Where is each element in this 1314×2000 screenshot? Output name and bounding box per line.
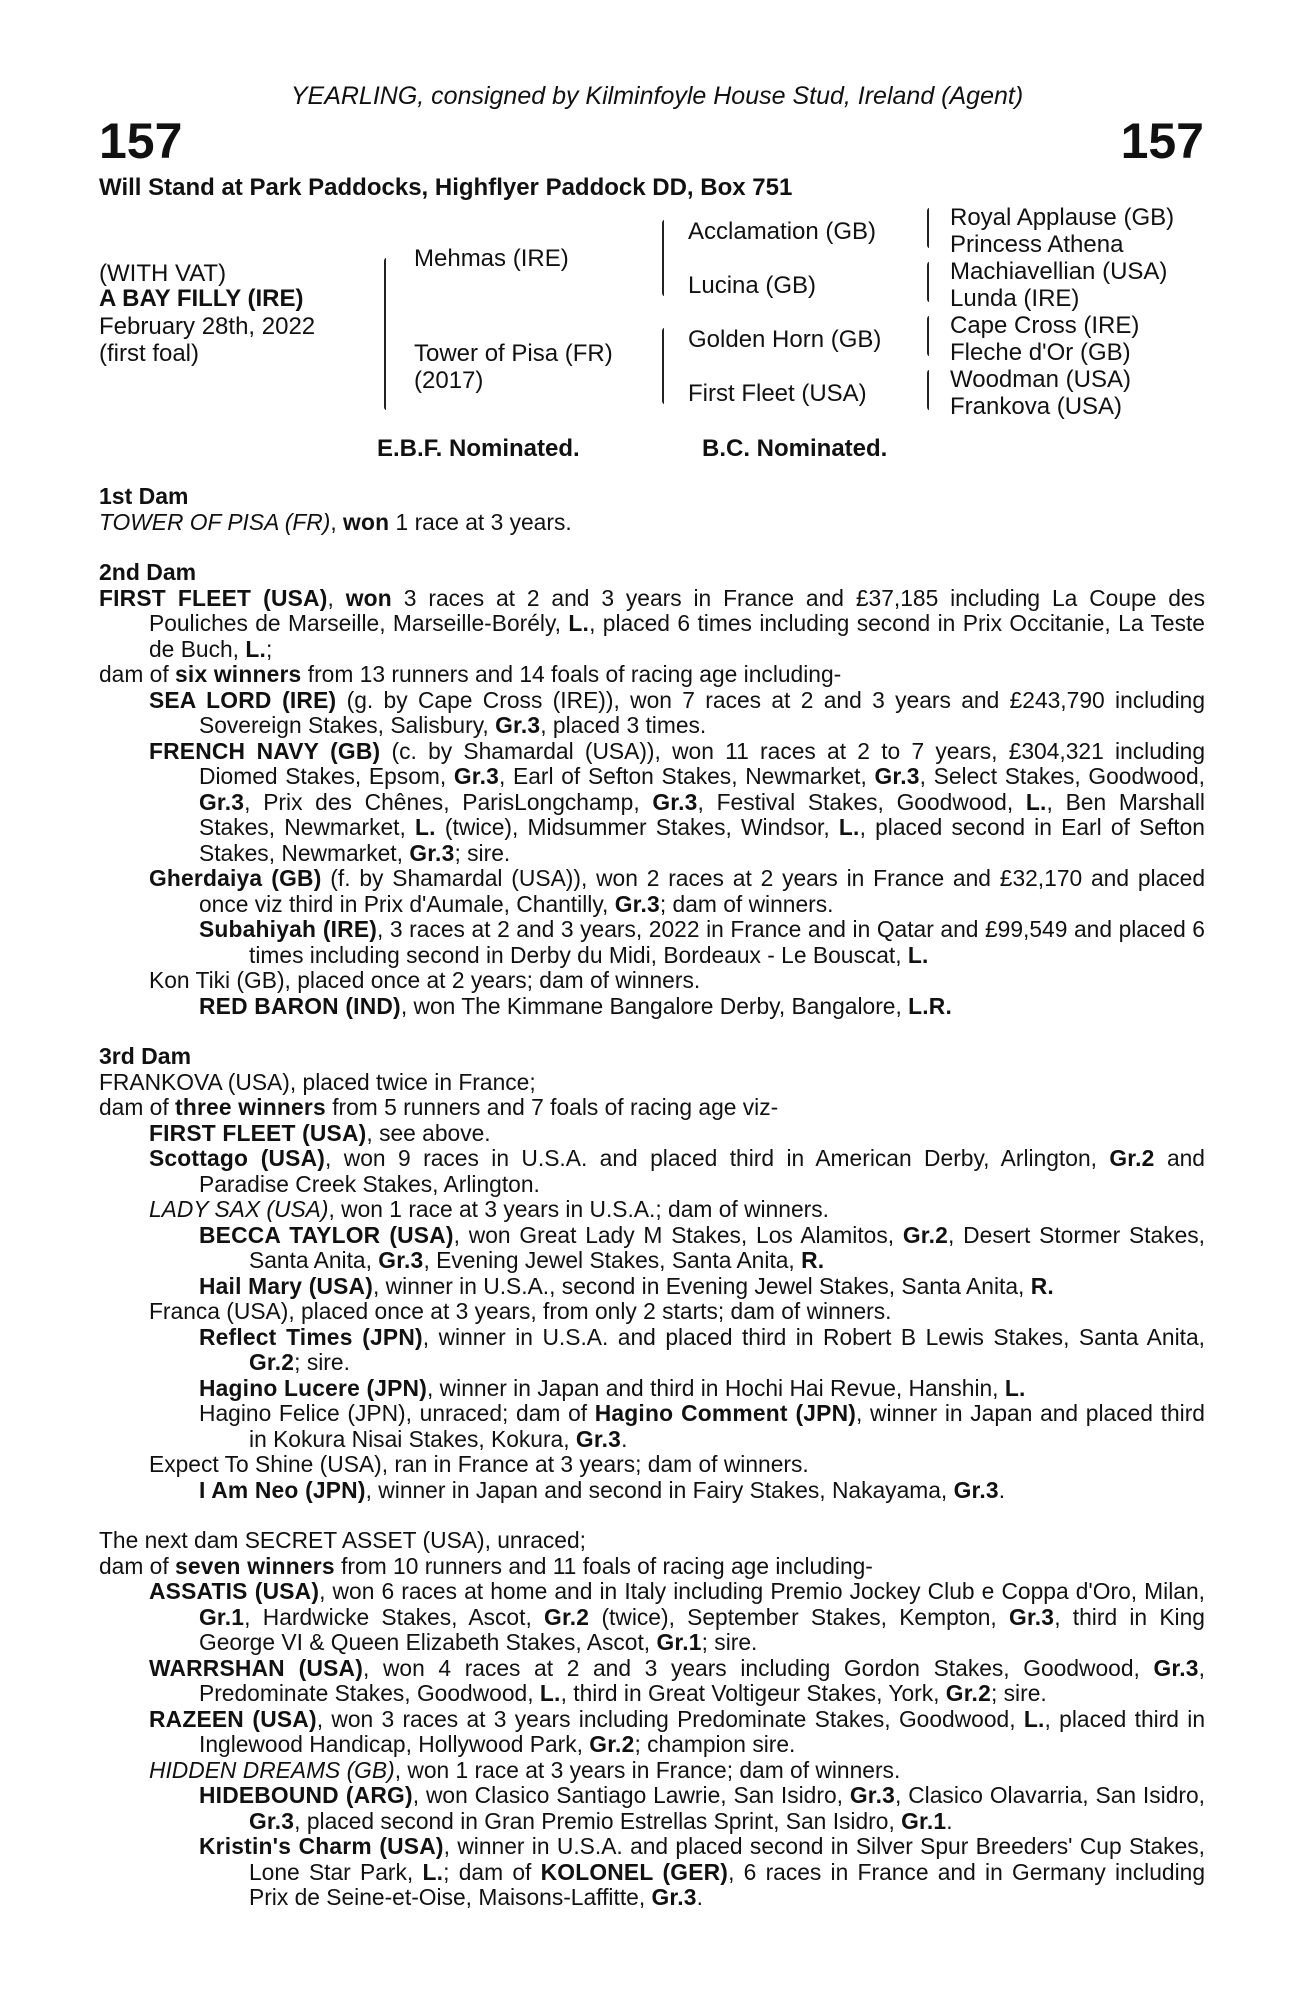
- second-dam-entry: FIRST FLEET (USA), won 3 races at 2 and 3 years in France and £37,185 including La Coupe des Pouliches de Marseille, Marseille-Borély, L., placed 6 times including second in Prix Occitanie, La Teste de Buch, L.;: [99, 584, 1206, 662]
- pedigree-brace-g1: [927, 208, 929, 248]
- produce-reflect-times: Reflect Times (JPN), winner in U.S.A. and placed third in Robert B Lewis Stakes, Santa Anita, Gr.2; sire.: [199, 1323, 1205, 1375]
- pedigree-brace-main: [384, 258, 386, 410]
- produce-hagino-felice: Hagino Felice (JPN), unraced; dam of Hagino Comment (JPN), winner in Japan and placed third in Kokura Nisai Stakes, Kokura, Gr.3.: [199, 1400, 1205, 1452]
- grandparent-6: Fleche d'Or (GB): [950, 339, 1131, 366]
- first-foal-note: (first foal): [99, 340, 200, 367]
- third-dam-heading: 3rd Dam: [99, 1043, 192, 1069]
- foaling-date: February 28th, 2022: [99, 313, 316, 340]
- dam-year: (2017): [414, 367, 484, 394]
- produce-razeen: RAZEEN (USA), won 3 races at 3 years including Predominate Stakes, Goodwood, L., placed third in Inglewood Handicap, Hollywood Park, Gr.2; champion sire.: [149, 1705, 1205, 1757]
- produce-becca-taylor: BECCA TAYLOR (USA), won Great Lady M Stakes, Los Alamitos, Gr.2, Desert Stormer Stakes, Santa Anita, Gr.3, Evening Jewel Stakes, Santa Anita, R.: [199, 1221, 1205, 1273]
- grandparent-5: Cape Cross (IRE): [950, 312, 1140, 339]
- first-dam-heading: 1st Dam: [99, 483, 189, 509]
- sire-dam: Lucina (GB): [688, 272, 817, 299]
- produce-expect-to-shine: Expect To Shine (USA), ran in France at 3 years; dam of winners.: [149, 1451, 809, 1477]
- produce-hail-mary: Hail Mary (USA), winner in U.S.A., second in Evening Jewel Stakes, Santa Anita, R.: [199, 1272, 1054, 1299]
- grandparent-3: Machiavellian (USA): [950, 258, 1168, 285]
- produce-i-am-neo: I Am Neo (JPN), winner in Japan and second in Fairy Stakes, Nakayama, Gr.3.: [199, 1476, 1006, 1503]
- dam-dam: First Fleet (USA): [688, 380, 867, 407]
- bc-nomination: B.C. Nominated.: [702, 435, 888, 462]
- produce-scottago: Scottago (USA), won 9 races in U.S.A. and placed third in American Derby, Arlington, Gr.2 and Paradise Creek Stakes, Arlington.: [149, 1145, 1205, 1197]
- lot-number-right: 157: [1120, 113, 1204, 169]
- grandparent-1: Royal Applause (GB): [950, 204, 1175, 231]
- dam-sire: Golden Horn (GB): [688, 326, 882, 353]
- pedigree-brace-dam: [662, 328, 664, 404]
- dam: Tower of Pisa (FR): [414, 340, 613, 367]
- produce-hidebound: HIDEBOUND (ARG), won Clasico Santiago Lawrie, San Isidro, Gr.3, Clasico Olavarria, San Isidro, Gr.3, placed second in Gran Premio Estrellas Sprint, San Isidro, Gr.1.: [199, 1782, 1205, 1834]
- lot-number-left: 157: [99, 113, 183, 169]
- produce-kristins-charm: Kristin's Charm (USA), winner in U.S.A. and placed second in Silver Spur Breeders' Cup Stakes, Lone Star Park, L.; dam of KOLONEL (GER), 6 races in France and in Germany including Prix de Seine-et-Oise, Maisons-Laffitte, Gr.3.: [199, 1833, 1205, 1910]
- pedigree-brace-sire: [662, 220, 664, 296]
- grandparent-8: Frankova (USA): [950, 393, 1123, 420]
- pedigree-brace-g2: [927, 262, 929, 302]
- next-dam-entry: The next dam SECRET ASSET (USA), unraced;: [99, 1527, 586, 1553]
- produce-red-baron: RED BARON (IND), won The Kimmane Bangalore Derby, Bangalore, L.R.: [199, 992, 952, 1019]
- pedigree-brace-g3: [927, 316, 929, 356]
- produce-first-fleet: FIRST FLEET (USA), see above.: [149, 1119, 491, 1146]
- catalogue-header: YEARLING, consigned by Kilminfoyle House Stud, Ireland (Agent): [290, 82, 1024, 110]
- next-dam-produce-summary: dam of seven winners from 10 runners and 11 foals of racing age including-: [99, 1552, 873, 1579]
- vat-note: (WITH VAT): [99, 260, 227, 287]
- produce-french-navy: FRENCH NAVY (GB) (c. by Shamardal (USA)), won 11 races at 2 to 7 years, £304,321 including Diomed Stakes, Epsom, Gr.3, Earl of Sefton Stakes, Newmarket, Gr.3, Select Stakes, Goodwood, Gr.3, Prix des Chênes, ParisLongchamp, Gr.3, Festival Stakes, Goodwood, L., Ben Marshall Stakes, Newmarket, L. (twice), Midsummer Stakes, Windsor, L., placed second in Earl of Sefton Stakes, Newmarket, Gr.3; sire.: [149, 737, 1206, 866]
- ebf-nomination: E.B.F. Nominated.: [377, 435, 580, 462]
- grandparent-4: Lunda (IRE): [950, 285, 1080, 312]
- horse-name: A BAY FILLY (IRE): [99, 285, 304, 312]
- stabling-location: Will Stand at Park Paddocks, Highflyer Paddock DD, Box 751: [99, 174, 793, 201]
- produce-kon-tiki: Kon Tiki (GB), placed once at 2 years; dam of winners.: [149, 967, 701, 993]
- produce-subahiyah: Subahiyah (IRE), 3 races at 2 and 3 years, 2022 in France and in Qatar and £99,549 and placed 6 times including second in Derby du Midi, Bordeaux - Le Bouscat, L.: [199, 916, 1205, 968]
- grandparent-7: Woodman (USA): [950, 366, 1131, 393]
- pedigree-brace-g4: [927, 370, 929, 410]
- produce-lady-sax: LADY SAX (USA), won 1 race at 3 years in U.S.A.; dam of winners.: [149, 1196, 829, 1222]
- produce-hidden-dreams: HIDDEN DREAMS (GB), won 1 race at 3 years in France; dam of winners.: [149, 1756, 901, 1783]
- produce-sea-lord: SEA LORD (IRE) (g. by Cape Cross (IRE)), won 7 races at 2 and 3 years and £243,790 including Sovereign Stakes, Salisbury, Gr.3, placed 3 times.: [149, 686, 1205, 738]
- produce-hagino-lucere: Hagino Lucere (JPN), winner in Japan and third in Hochi Hai Revue, Hanshin, L.: [199, 1374, 1026, 1401]
- second-dam-produce-summary: dam of six winners from 13 runners and 14 foals of racing age including-: [99, 661, 842, 687]
- produce-assatis: ASSATIS (USA), won 6 races at home and in Italy including Premio Jockey Club e Coppa d'Oro, Milan, Gr.1, Hardwicke Stakes, Ascot, Gr.2 (twice), September Stakes, Kempton, Gr.3, third in King George VI & Queen Elizabeth Stakes, Ascot, Gr.1; sire.: [149, 1578, 1205, 1655]
- produce-warrshan: WARRSHAN (USA), won 4 races at 2 and 3 years including Gordon Stakes, Goodwood, Gr.3, Predominate Stakes, Goodwood, L., third in Great Voltigeur Stakes, York, Gr.2; sire.: [149, 1654, 1205, 1706]
- third-dam-produce-summary: dam of three winners from 5 runners and 7 foals of racing age viz-: [99, 1094, 779, 1120]
- third-dam-entry: FRANKOVA (USA), placed twice in France;: [99, 1068, 536, 1095]
- grandparent-2: Princess Athena: [950, 231, 1124, 258]
- second-dam-heading: 2nd Dam: [99, 559, 197, 585]
- sire: Mehmas (IRE): [414, 245, 569, 272]
- first-dam-entry: TOWER OF PISA (FR), won 1 race at 3 years.: [99, 508, 572, 535]
- sire-sire: Acclamation (GB): [688, 218, 877, 245]
- produce-franca: Franca (USA), placed once at 3 years, from only 2 starts; dam of winners.: [149, 1298, 892, 1324]
- produce-gherdaiya: Gherdaiya (GB) (f. by Shamardal (USA)), won 2 races at 2 years in France and £32,170 and placed once viz third in Prix d'Aumale, Chantilly, Gr.3; dam of winners.: [149, 865, 1206, 917]
- catalogue-body: [99, 484, 1205, 1911]
